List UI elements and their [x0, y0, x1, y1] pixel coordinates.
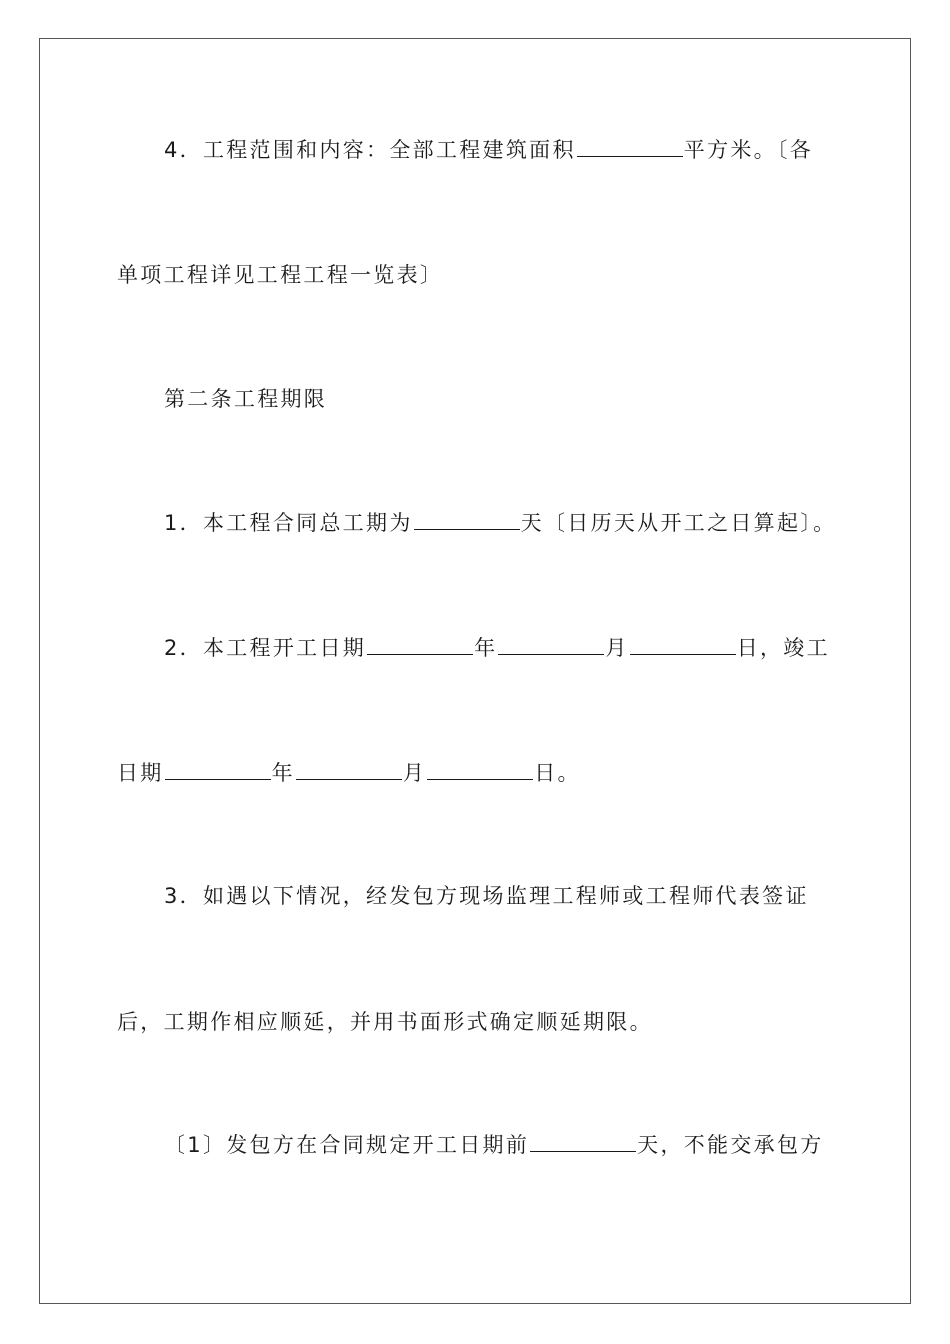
paragraph-extension-line-1 — [164, 884, 809, 908]
fill-in-blank-end-month[interactable] — [296, 761, 402, 780]
text-segment: 年 — [271, 761, 295, 785]
paragraph-start-date-line-1 — [164, 636, 830, 660]
fill-in-blank-days-before[interactable] — [530, 1133, 636, 1152]
text-segment: 日。 — [534, 761, 581, 785]
text-segment: 1．本工程合同总工期为 — [164, 511, 413, 535]
page-frame — [39, 38, 911, 1304]
text-segment: 后，工期作相应顺延，并用书面形式确定顺延期限。 — [117, 1010, 653, 1034]
paragraph-start-date-line-2 — [117, 761, 581, 785]
paragraph-scope-line-1 — [164, 138, 813, 162]
text-segment: 2．本工程开工日期 — [164, 636, 367, 660]
text-segment: 〔1〕发包方在合同规定开工日期前 — [164, 1133, 530, 1157]
text-segment: 月 — [402, 761, 427, 785]
text-segment: 天〔日历天从开工之日算起〕。 — [520, 511, 837, 535]
text-segment: 年 — [474, 636, 498, 660]
paragraph-total-duration — [164, 511, 836, 535]
text-segment: 单项工程详见工程工程一览表〕 — [117, 263, 444, 287]
text-segment: 平方米。〔各 — [683, 138, 814, 162]
fill-in-blank-start-year[interactable] — [367, 636, 473, 655]
fill-in-blank-start-month[interactable] — [498, 636, 604, 655]
fill-in-blank-area[interactable] — [577, 138, 683, 157]
fill-in-blank-end-year[interactable] — [165, 761, 271, 780]
fill-in-blank-end-day[interactable] — [427, 761, 533, 780]
text-segment: 日，竣工 — [736, 636, 830, 660]
text-segment: 3．如遇以下情况，经发包方现场监理工程师或工程师代表签证 — [164, 884, 809, 908]
paragraph-scope-line-2 — [117, 263, 443, 287]
text-segment: 天，不能交承包方 — [637, 1133, 824, 1157]
paragraph-extension-line-2 — [117, 1010, 653, 1034]
heading-text: 第二条工程期限 — [164, 387, 328, 411]
fill-in-blank-start-day[interactable] — [630, 636, 736, 655]
text-segment: 日期 — [117, 761, 164, 785]
text-segment: 4．工程范围和内容：全部工程建筑面积 — [164, 138, 576, 162]
fill-in-blank-days[interactable] — [414, 511, 520, 530]
paragraph-condition-1 — [164, 1133, 824, 1157]
section-heading-article-2 — [164, 387, 327, 411]
text-segment: 月 — [605, 636, 629, 660]
